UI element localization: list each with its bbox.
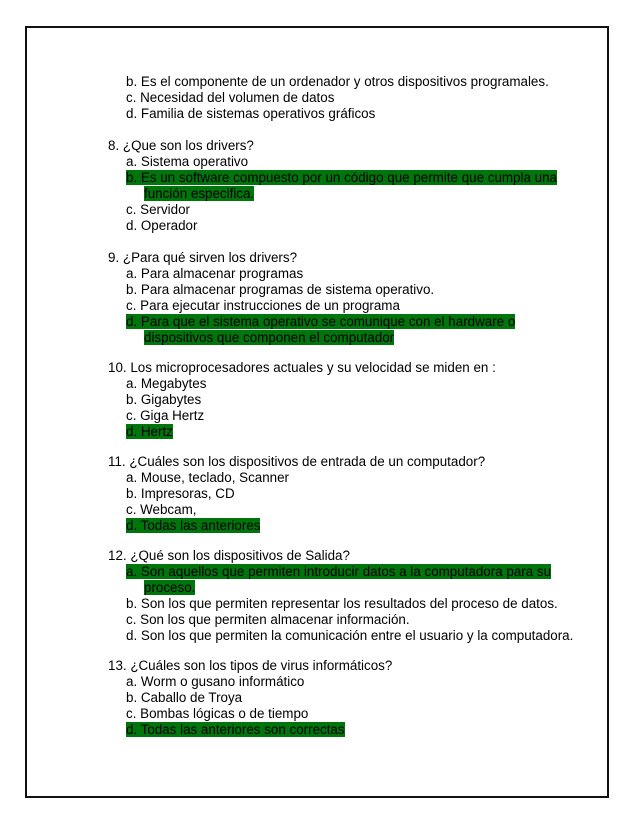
answer-option (126, 722, 345, 738)
line-text: a. Para almacenar programas (126, 266, 304, 281)
question-line (108, 250, 297, 266)
line-text: c. Giga Hertz (126, 408, 205, 423)
answer-option (126, 628, 573, 644)
line-text: a. Worm o gusano informático (126, 674, 305, 689)
line-text: 9. ¿Para qué sirven los drivers? (108, 250, 298, 265)
answer-option (126, 518, 260, 534)
answer-option (126, 106, 375, 122)
line-text: 10. Los microprocesadores actuales y su velocidad se miden en : (108, 360, 496, 375)
answer-option (126, 90, 334, 106)
line-text: c. Servidor (126, 202, 190, 217)
answer-option (126, 170, 557, 186)
highlighted-answer-text: d. Todas las anteriores (126, 518, 261, 533)
line-text: a. Mouse, teclado, Scanner (126, 470, 290, 485)
answer-continuation (144, 186, 254, 202)
line-text: b. Para almacenar programas de sistema operativo. (126, 282, 435, 297)
line-text: a. Megabytes (126, 376, 207, 391)
question-line (108, 658, 392, 674)
highlighted-answer-text: dispositivos que componen el computador (144, 330, 395, 345)
highlighted-answer-text: b. Es un software compuesto por un código que permite que cumpla una (126, 170, 557, 185)
answer-option (126, 74, 549, 90)
highlighted-answer-text: d. Hertz (126, 424, 173, 439)
line-text: 11. ¿Cuáles son los dispositivos de entrada de un computador? (108, 454, 486, 469)
answer-option (126, 486, 235, 502)
line-text: c. Son los que permiten almacenar información. (126, 612, 410, 627)
line-text: b. Impresoras, CD (126, 486, 235, 501)
question-line (108, 138, 254, 154)
answer-option (126, 202, 190, 218)
answer-option (126, 154, 248, 170)
answer-option (126, 266, 303, 282)
answer-option (126, 392, 201, 408)
answer-option (126, 564, 551, 580)
line-text: d. Son los que permiten la comunicación entre el usuario y la computadora. (126, 628, 574, 643)
line-text: c. Para ejecutar instrucciones de un programa (126, 298, 400, 313)
answer-continuation (144, 330, 394, 346)
answer-continuation (144, 580, 195, 596)
answer-option (126, 408, 204, 424)
line-text: b. Gigabytes (126, 392, 202, 407)
answer-option (126, 424, 173, 440)
line-text: 13. ¿Cuáles son los tipos de virus informáticos? (108, 658, 393, 673)
answer-option (126, 706, 308, 722)
answer-option (126, 674, 304, 690)
line-text: 8. ¿Que son los drivers? (108, 138, 254, 153)
line-text: d. Familia de sistemas operativos gráficos (126, 106, 376, 121)
line-text: b. Caballo de Troya (126, 690, 243, 705)
answer-option (126, 298, 400, 314)
highlighted-answer-text: proceso. (144, 580, 196, 595)
answer-option (126, 690, 242, 706)
question-line (108, 360, 496, 376)
line-text: a. Sistema operativo (126, 154, 249, 169)
answer-option (126, 502, 196, 518)
answer-option (126, 596, 558, 612)
answer-option (126, 376, 206, 392)
line-text: d. Operador (126, 218, 198, 233)
line-text: b. Es el componente de un ordenador y otros dispositivos programales. (126, 74, 549, 89)
line-text: c. Webcam, (126, 502, 197, 517)
question-line (108, 454, 485, 470)
answer-option (126, 612, 410, 628)
line-text: b. Son los que permiten representar los resultados del proceso de datos. (126, 596, 558, 611)
highlighted-answer-text: d. Todas las anteriores son correctas (126, 722, 345, 737)
answer-option (126, 282, 434, 298)
line-text: c. Bombas lógicas o de tiempo (126, 706, 309, 721)
answer-option (126, 470, 289, 486)
highlighted-answer-text: a. Son aquellos que permiten introducir datos a la computadora para su (126, 564, 552, 579)
line-text: c. Necesidad del volumen de datos (126, 90, 335, 105)
question-line (108, 548, 350, 564)
answer-option (126, 314, 515, 330)
highlighted-answer-text: d. Para que el sistema operativo se comunique con el hardware o (126, 314, 516, 329)
line-text: 12. ¿Qué son los dispositivos de Salida? (108, 548, 350, 563)
highlighted-answer-text: función especifica. (144, 186, 255, 201)
answer-option (126, 218, 197, 234)
